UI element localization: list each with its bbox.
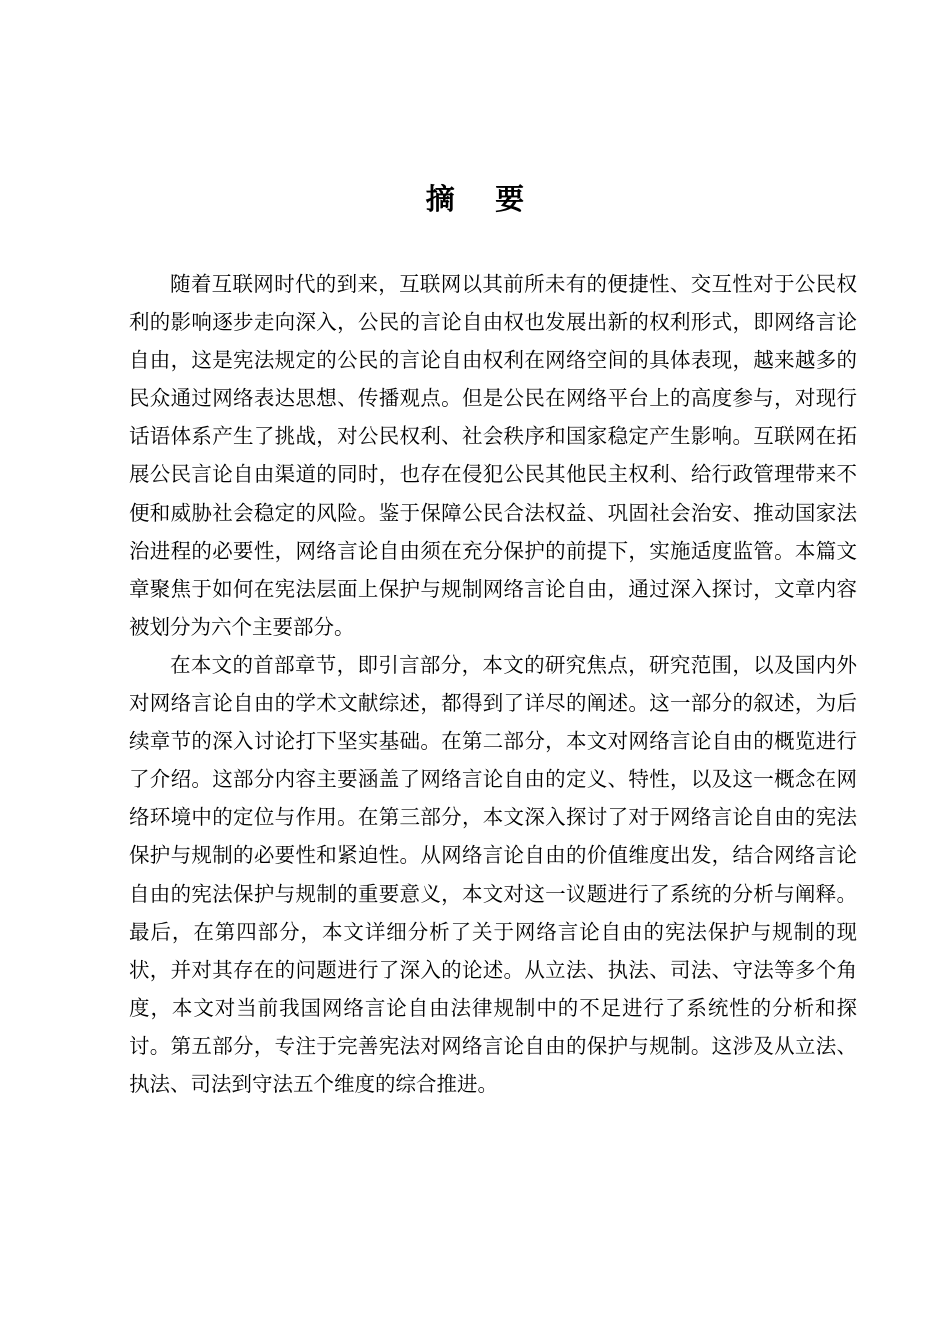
abstract-paragraph-2: 在本文的首部章节，即引言部分，本文的研究焦点，研究范围，以及国内外对网络言论自由的学术文献综述，都得到了详尽的阐述。这一部分的叙述，为后续章节的深入讨论打下坚实基础。在第二部分，本文对网络言论自由的概览进行了介绍。这部分内容主要涵盖了网络言论自由的定义、特性，以及这一概念在网络环境中的定位与作用。在第三部分，本文深入探讨了对于网络言论自由的宪法保护与规制的必要性和紧迫性。从网络言论自由的价值维度出发，结合网络言论自由的宪法保护与规制的重要意义，本文对这一议题进行了系统的分析与阐释。最后，在第四部分，本文详细分析了关于网络言论自由的宪法保护与规制的现状，并对其存在的问题进行了深入的论述。从立法、执法、司法、守法等多个角度，本文对当前我国网络言论自由法律规制中的不足进行了系统性的分析和探讨。第五部分，专注于完善宪法对网络言论自由的保护与规制。这涉及从立法、执法、司法到守法五个维度的综合推进。 (129, 652, 857, 1096)
abstract-title: 摘 要 (425, 182, 525, 217)
abstract-body (129, 265, 857, 1103)
abstract-paragraph-1: 随着互联网时代的到来，互联网以其前所未有的便捷性、交互性对于公民权利的影响逐步走向深入，公民的言论自由权也发展出新的权利形式，即网络言论自由，这是宪法规定的公民的言论自由权利在网络空间的具体表现，越来越多的民众通过网络表达思想、传播观点。但是公民在网络平台上的高度参与，对现行话语体系产生了挑战，对公民权利、社会秩序和国家稳定产生影响。互联网在拓展公民言论自由渠道的同时，也存在侵犯公民其他民主权利、给行政管理带来不便和威胁社会稳定的风险。鉴于保障公民合法权益、巩固社会治安、推动国家法治进程的必要性，网络言论自由须在充分保护的前提下，实施适度监管。本篇文章聚焦于如何在宪法层面上保护与规制网络言论自由，通过深入探讨，文章内容被划分为六个主要部分。 (129, 272, 857, 639)
